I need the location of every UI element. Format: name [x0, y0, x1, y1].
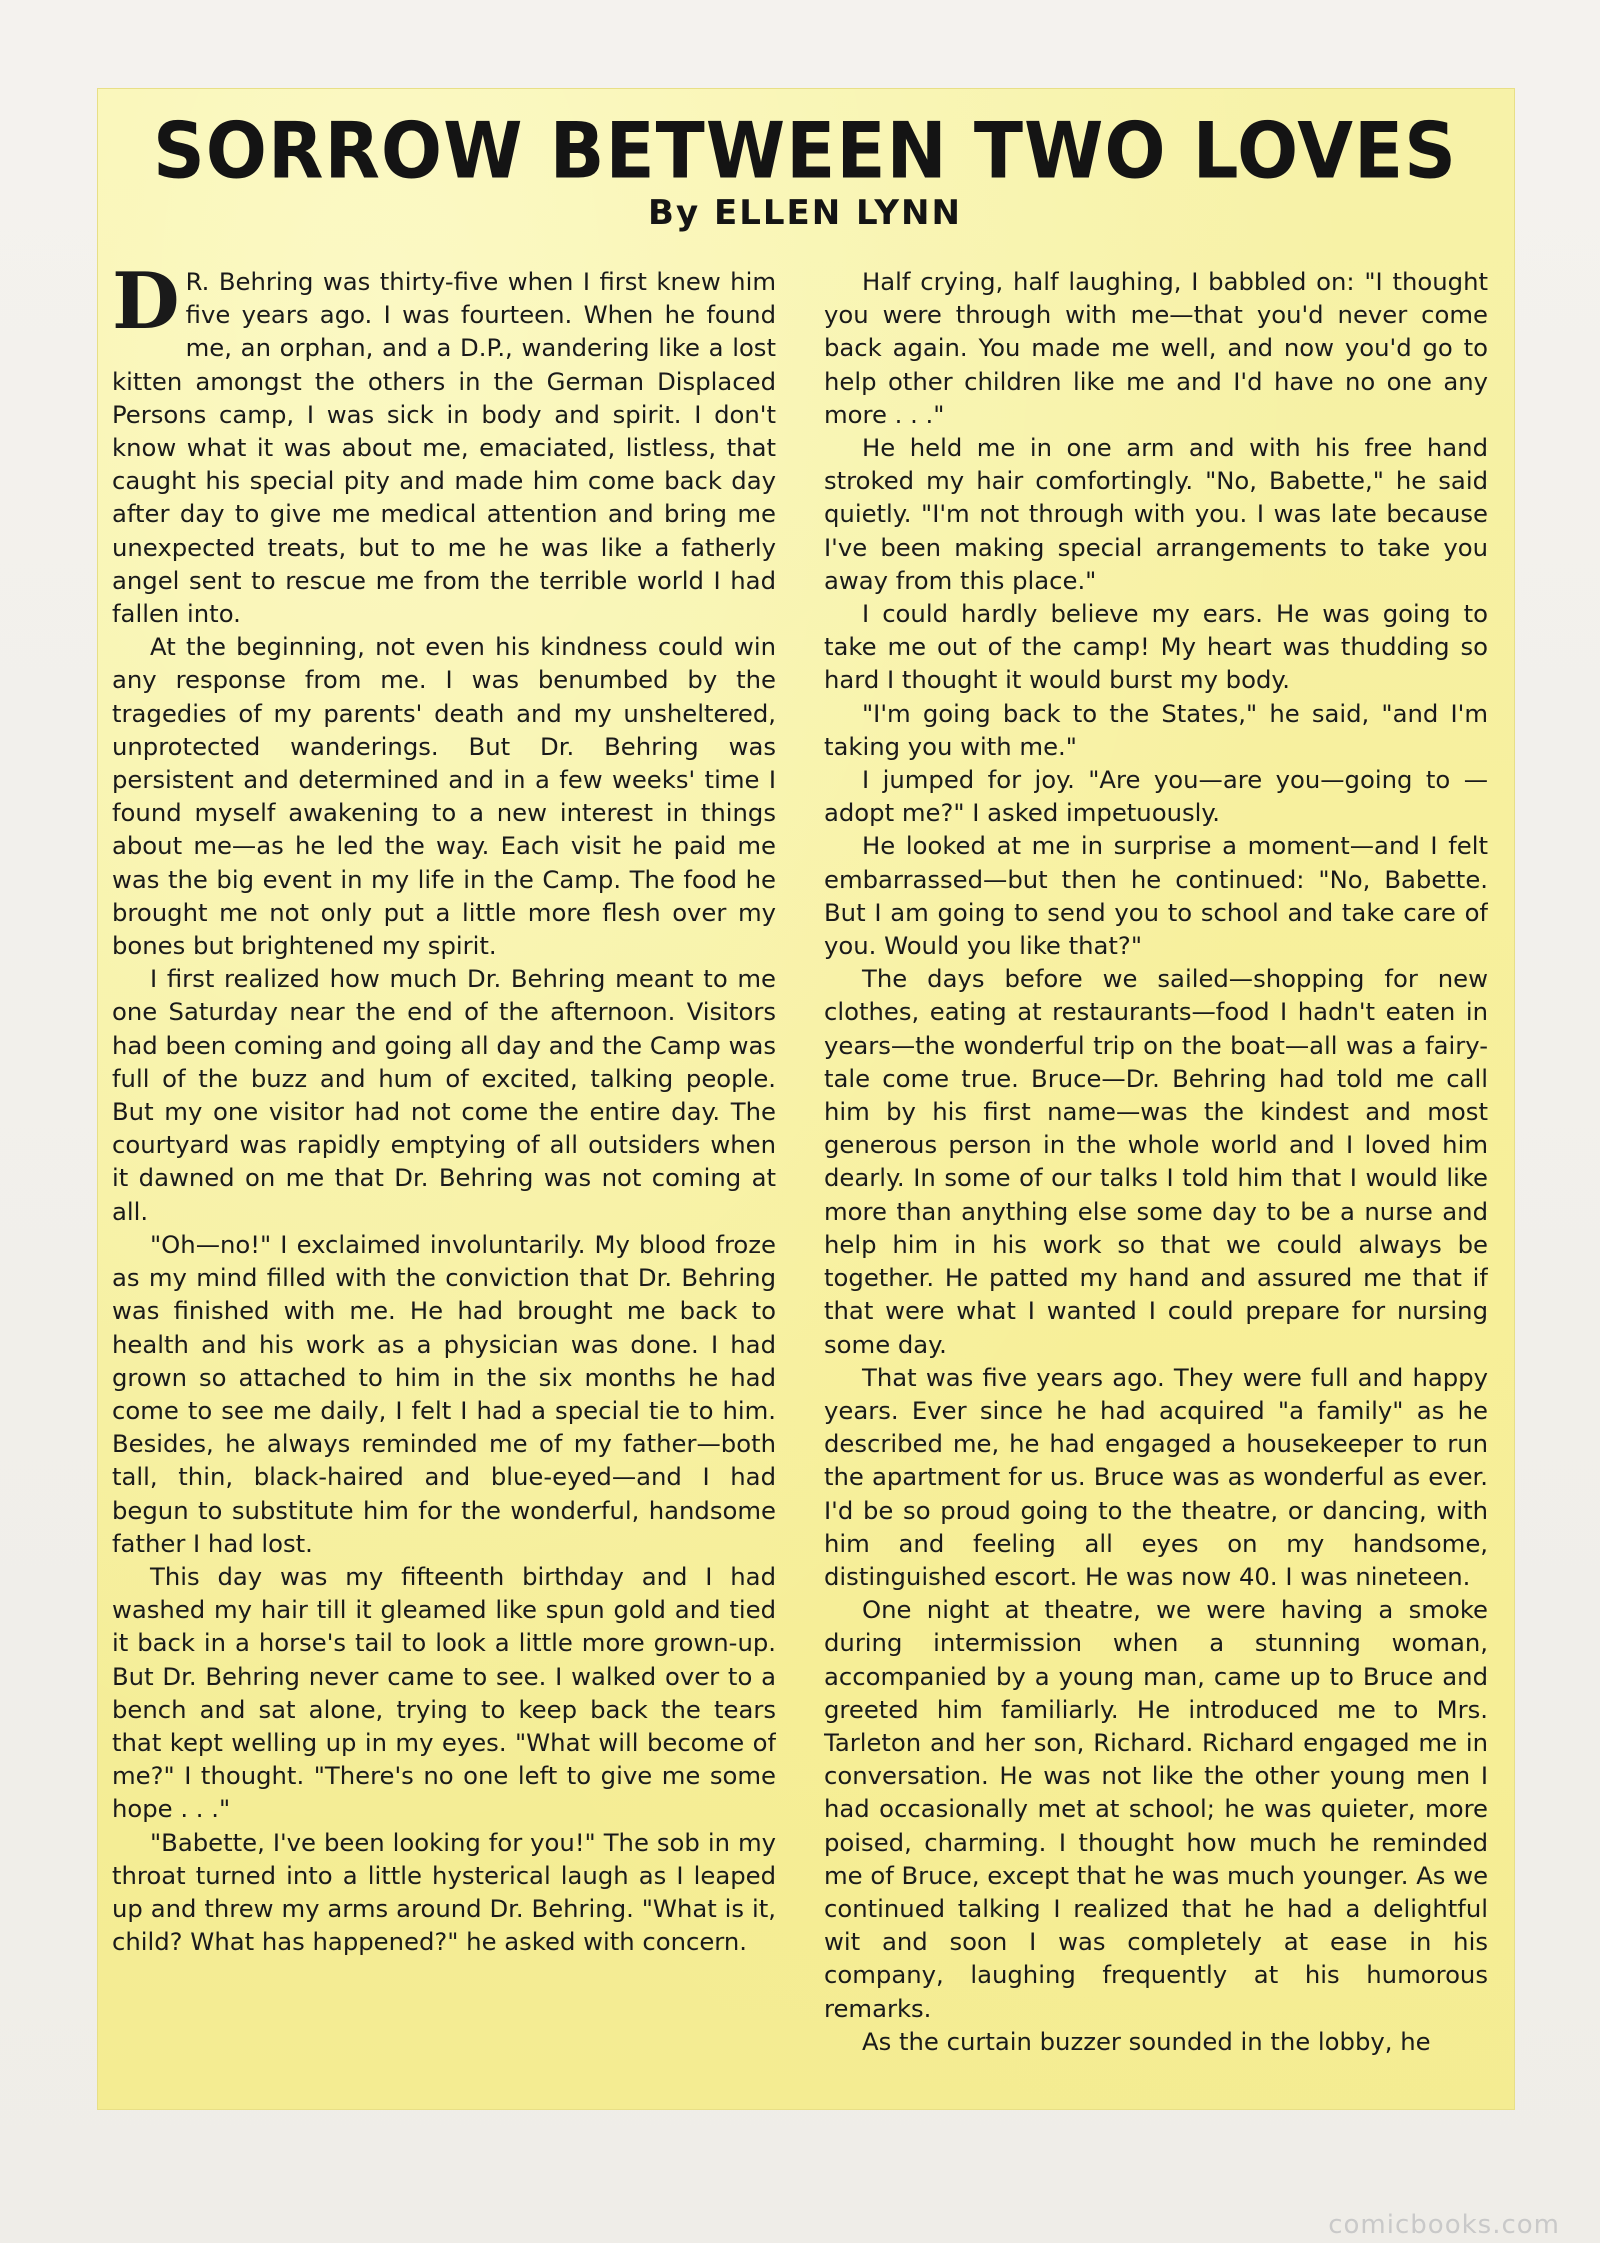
paragraph: "Babette, I've been looking for you!" The sob in my throat turned into a little hysterical laugh as I leaped up and threw my arms around Dr. Behring. "What is it, child? What has happened?" he asked with concern. [112, 1827, 776, 1957]
paragraph: At the beginning, not even his kindness could win any response from me. I was benumbed by the tragedies of my parents' death and my unsheltered, unprotected wanderings. But Dr. Behring was persistent and determined and in a few weeks' time I found myself awakening to a new interest in things about me—as he led the way. Each visit he paid me was the big event in my life in the Camp. The food he brought me not only put a little more flesh over my bones but brightened my spirit. [112, 632, 776, 961]
paragraph: I could hardly believe my ears. He was going to take me out of the camp! My heart was thudding so hard I thought it would burst my body. [824, 599, 1488, 695]
paragraph: I first realized how much Dr. Behring meant to me one Saturday near the end of the afternoon. Visitors had been coming and going all day and the Camp was full of the buzz and hum of excited, talking people. But my one visitor had not come the entire day. The courtyard was rapidly emptying of all outsiders when it dawned on me that Dr. Behring was not coming at all. [112, 964, 776, 1226]
paragraph: Half crying, half laughing, I babbled on: "I thought you were through with me—that you'd never come back again. You made me well, and now you'd go to help other children like me and I'd have no one any more . . ." [824, 267, 1488, 429]
story-title: SORROW BETWEEN TWO LOVES [152, 105, 1458, 196]
paragraph: As the curtain buzzer sounded in the lobby, he [862, 2026, 1431, 2056]
paragraph: The days before we sailed—shopping for new clothes, eating at restaurants—food I hadn't eaten in years—the wonderful trip on the boat—all was a fairy-tale come true. Bruce—Dr. Behring had told me call him by his first name—was the kindest and most generous person in the whole world and I loved him dearly. In some of our talks I told him that I would like more than anything else some day to be a nurse and help him in his work so that we could always be together. He patted my hand and assured me that if that were what I wanted I could prepare for nursing some day. [824, 964, 1488, 1359]
paragraph: I jumped for joy. "Are you—are you—going to —adopt me?" I asked impetuously. [824, 765, 1488, 828]
paragraph: This day was my fifteenth birthday and I had washed my hair till it gleamed like spun gold and tied it back in a horse's tail to look a little more grown-up. But Dr. Behring never came to see. I walked over to a bench and sat alone, trying to keep back the tears that kept welling up in my eyes. "What will become of me?" I thought. "There's no one left to give me some hope . . ." [112, 1561, 776, 1824]
story-byline: By ELLEN LYNN [648, 193, 962, 233]
site-watermark: comicbooks.com [1328, 2210, 1560, 2240]
paragraph: That was five years ago. They were full and happy years. Ever since he had acquired "a family" as he described me, he had engaged a housekeeper to run the apartment for us. Bruce was as wonderful as ever. I'd be so proud going to the theatre, or dancing, with him and feeling all eyes on my handsome, distinguished escort. He was now 40. I was nineteen. [824, 1362, 1488, 1591]
paragraph: He held me in one arm and with his free hand stroked my hair comfortingly. "No, Babette," he said quietly. "I'm not through with you. I was late because I've been making special arrangements to take you away from this place." [824, 433, 1488, 595]
left-column [112, 265, 776, 2100]
paragraph: "Oh—no!" I exclaimed involuntarily. My blood froze as my mind filled with the conviction that Dr. Behring was finished with me. He had brought me back to health and his work as a physician was done. I had grown so attached to him in the six months he had come to see me daily, I felt I had a special tie to him. Besides, he always reminded me of my father—both tall, thin, black-haired and blue-eyed—and I had begun to substitute him for the wonderful, handsome father I had lost. [112, 1229, 776, 1558]
right-column [824, 265, 1488, 2100]
paragraph: He looked at me in surprise a moment—and I felt embarrassed—but then he continued: "No, Babette. But I am going to send you to school and take care of you. Would you like that?" [824, 831, 1488, 961]
paragraph [112, 265, 776, 630]
paragraph-text: R. Behring was thirty-five when I first knew him five years ago. I was fourteen. When he found me, an orphan, and a D.P., wandering like a lost kitten amongst the others in the German Displaced Persons camp, I was sick in body and spirit. I don't know what it was about me, emaciated, listless, that caught his special pity and made him come back day after day to give me medical attention and bring me unexpected treats, but to me he was like a fatherly angel sent to rescue me from the terrible world I had fallen into. [112, 267, 776, 629]
drop-cap: D [112, 265, 180, 347]
paragraph: One night at theatre, we were having a smoke during intermission when a stunning woman, accompanied by a young man, came up to Bruce and greeted him familiarly. He introduced me to Mrs. Tarleton and her son, Richard. Richard engaged me in conversation. He was not like the other young men I had occasionally met at school; he was quieter, more poised, charming. I thought how much he reminded me of Bruce, except that he was much younger. As we continued talking I realized that he had a delightful wit and soon I was completely at ease in his company, laughing frequently at his humorous remarks. [824, 1595, 1488, 2023]
paragraph: "I'm going back to the States," he said, "and I'm taking you with me." [824, 698, 1488, 761]
